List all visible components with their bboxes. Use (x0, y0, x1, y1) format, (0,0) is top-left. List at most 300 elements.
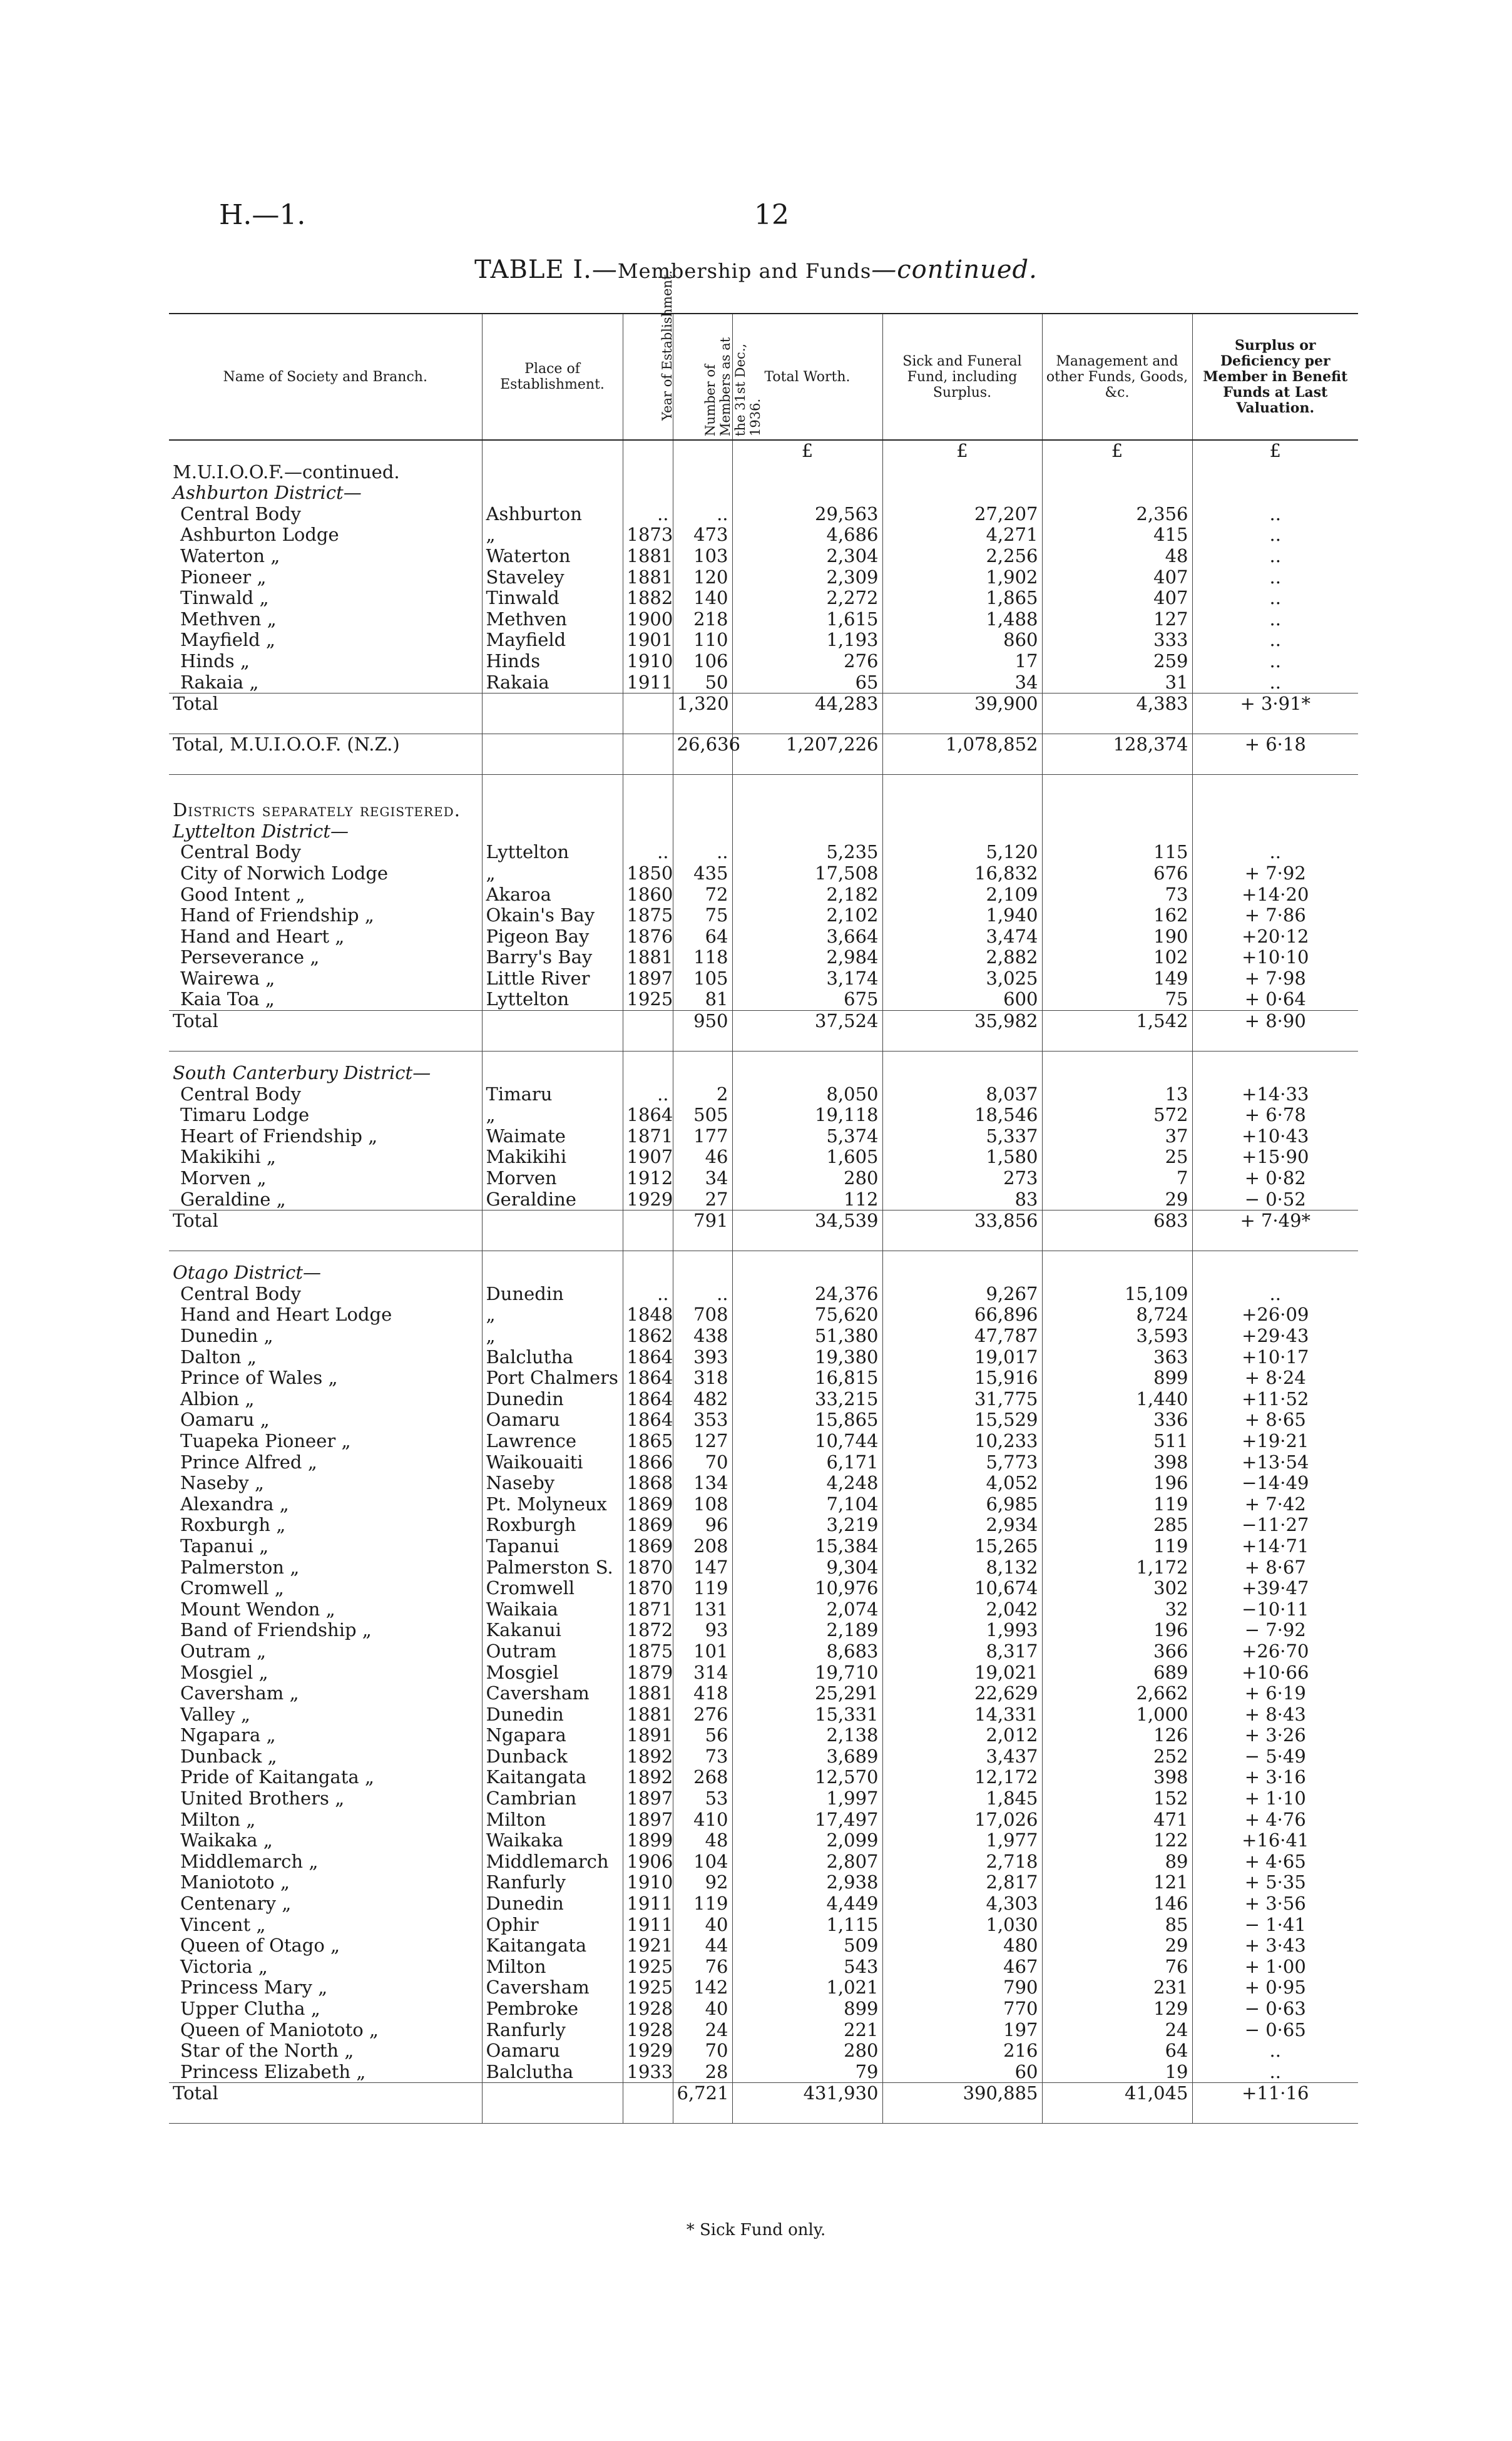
total-worth: 1,207,226 (732, 734, 882, 775)
table-cell (482, 1262, 623, 1284)
year: 1929 (623, 2040, 673, 2062)
surplus: + 0·64 (1192, 989, 1358, 1010)
year: 1881 (623, 1683, 673, 1704)
total-row (169, 1011, 1358, 1052)
sick-fund: 66,896 (882, 1304, 1042, 1326)
table-row (169, 968, 1358, 990)
table-cell (623, 1052, 673, 1063)
total-worth: 19,380 (732, 1347, 882, 1368)
total-worth: 17,497 (732, 1809, 882, 1831)
place: Lawrence (482, 1431, 623, 1452)
surplus: + 6·78 (1192, 1105, 1358, 1126)
members: 44 (673, 1935, 732, 1957)
society-name: Queen of Maniototo „ (180, 2019, 379, 2040)
place: Port Chalmers (482, 1368, 623, 1389)
col-name: Name of Society and Branch. (169, 314, 482, 440)
table-row (169, 1683, 1358, 1704)
sick-fund: 1,940 (882, 905, 1042, 926)
members: 73 (673, 1746, 732, 1768)
surplus: +20·12 (1192, 926, 1358, 948)
total-worth: 4,686 (732, 525, 882, 546)
total-worth: 8,683 (732, 1641, 882, 1662)
members: 140 (673, 588, 732, 609)
society-name: United Brothers „ (180, 1788, 345, 1809)
management: 122 (1042, 1830, 1192, 1851)
year: .. (623, 842, 673, 863)
surplus: +10·10 (1192, 947, 1358, 968)
surplus: +29·43 (1192, 1326, 1358, 1347)
surplus: + 8·24 (1192, 1368, 1358, 1389)
society-name: Geraldine „ (180, 1188, 286, 1210)
place: Little River (482, 968, 623, 990)
society-name: Albion „ (180, 1388, 255, 1410)
year: 1891 (623, 1725, 673, 1746)
table-row (169, 651, 1358, 672)
management: 1,172 (1042, 1557, 1192, 1579)
management: 511 (1042, 1431, 1192, 1452)
surplus: + 8·67 (1192, 1557, 1358, 1579)
table-cell (732, 462, 882, 483)
society-name: Central Body (180, 1083, 302, 1105)
place: Ashburton (482, 504, 623, 525)
table-row (169, 588, 1358, 609)
members: 142 (673, 1977, 732, 1998)
surplus: + 3·26 (1192, 1725, 1358, 1746)
sick-fund: 10,674 (882, 1578, 1042, 1599)
sick-fund: 60 (882, 2062, 1042, 2083)
table-cell (482, 821, 623, 842)
members: 34 (673, 1168, 732, 1189)
society-name: Morven „ (180, 1167, 267, 1189)
place: Milton (482, 1957, 623, 1978)
members: 482 (673, 1389, 732, 1410)
place: Dunedin (482, 1389, 623, 1410)
year: 1925 (623, 1977, 673, 1998)
management: 407 (1042, 588, 1192, 609)
table-cell (1042, 1262, 1192, 1284)
surplus: .. (1192, 588, 1358, 609)
sick-fund: 3,437 (882, 1746, 1042, 1768)
total-members: 791 (673, 1210, 732, 1251)
members: 70 (673, 2040, 732, 2062)
management: 152 (1042, 1788, 1192, 1809)
total-worth: 2,304 (732, 546, 882, 567)
management: 19 (1042, 2062, 1192, 2083)
table-cell (1192, 462, 1358, 483)
sick-fund: 4,303 (882, 1893, 1042, 1915)
place: Methven (482, 609, 623, 630)
year: 1876 (623, 926, 673, 948)
total-sick: 33,856 (882, 1210, 1042, 1251)
table-cell (623, 800, 673, 821)
place: Lyttelton (482, 989, 623, 1010)
col-place: Place of Establishment. (482, 314, 623, 440)
gap-row (169, 775, 1358, 801)
surplus: +14·71 (1192, 1536, 1358, 1557)
total-worth: 15,331 (732, 1704, 882, 1726)
table-row (169, 1935, 1358, 1957)
place: Mayfield (482, 630, 623, 651)
management: 76 (1042, 1957, 1192, 1978)
management: 119 (1042, 1494, 1192, 1515)
sick-fund: 3,474 (882, 926, 1042, 948)
society-name: Alexandra „ (180, 1493, 289, 1515)
total-worth: 8,050 (732, 1084, 882, 1105)
surplus: + 4·76 (1192, 1809, 1358, 1831)
total-label: Total (169, 2083, 482, 2124)
members: 56 (673, 1725, 732, 1746)
total-worth: 5,235 (732, 842, 882, 863)
society-name: Tuapeka Pioneer „ (180, 1430, 351, 1451)
sick-fund: 22,629 (882, 1683, 1042, 1704)
total-worth: 51,380 (732, 1326, 882, 1347)
sick-fund: 16,832 (882, 863, 1042, 884)
year: 1869 (623, 1515, 673, 1536)
surplus: .. (1192, 672, 1358, 693)
surplus: .. (1192, 567, 1358, 588)
society-name: Oamaru „ (180, 1409, 270, 1431)
total-worth: 276 (732, 651, 882, 672)
year: 1875 (623, 1641, 673, 1662)
society-name: Valley „ (180, 1703, 250, 1725)
management: 85 (1042, 1915, 1192, 1936)
table-cell (482, 1210, 623, 1251)
members: 418 (673, 1683, 732, 1704)
table-row (169, 1599, 1358, 1620)
management: 2,356 (1042, 504, 1192, 525)
table-cell (673, 1052, 732, 1063)
table-row (169, 1368, 1358, 1389)
year: 1881 (623, 567, 673, 588)
table-cell (732, 1251, 882, 1263)
sick-fund: 2,817 (882, 1872, 1042, 1893)
management: 1,000 (1042, 1704, 1192, 1726)
surplus: − 1·41 (1192, 1915, 1358, 1936)
total-worth: 9,304 (732, 1557, 882, 1579)
total-worth: 2,938 (732, 1872, 882, 1893)
society-name: Victoria „ (180, 1955, 268, 1977)
year: 1928 (623, 2020, 673, 2041)
society-name: Outram „ (180, 1640, 266, 1662)
surplus: + 6·19 (1192, 1683, 1358, 1704)
surplus: .. (1192, 1284, 1358, 1305)
table-row (169, 504, 1358, 525)
place: Makikihi (482, 1147, 623, 1168)
society-name: Prince of Wales „ (180, 1367, 338, 1389)
sick-fund: 467 (882, 1957, 1042, 1978)
table-row (169, 1746, 1358, 1768)
table-row (169, 1704, 1358, 1726)
sick-fund: 18,546 (882, 1105, 1042, 1126)
management: 126 (1042, 1725, 1192, 1746)
table-cell (732, 800, 882, 821)
table-cell (882, 483, 1042, 504)
currency-row (169, 440, 1358, 462)
total-mgmt: 41,045 (1042, 2083, 1192, 2124)
sick-fund: 15,529 (882, 1410, 1042, 1431)
total-surplus: + 3·91* (1192, 693, 1358, 734)
table-row (169, 1725, 1358, 1746)
members: 103 (673, 546, 732, 567)
total-worth: 5,374 (732, 1126, 882, 1147)
members: 81 (673, 989, 732, 1010)
sick-fund: 1,845 (882, 1788, 1042, 1809)
total-members: 6,721 (673, 2083, 732, 2124)
table-row (169, 1347, 1358, 1368)
table-row (169, 1389, 1358, 1410)
surplus: − 5·49 (1192, 1746, 1358, 1768)
table-cell (732, 1262, 882, 1284)
members: 76 (673, 1957, 732, 1978)
total-members: 950 (673, 1011, 732, 1052)
col-management: Management and other Funds, Goods, &c. (1042, 314, 1192, 440)
surplus: .. (1192, 504, 1358, 525)
table-cell (1192, 1052, 1358, 1063)
table-cell (882, 1052, 1042, 1063)
table-row (169, 2040, 1358, 2062)
place: Dunback (482, 1746, 623, 1768)
total-members: 26,636 (673, 734, 732, 775)
sick-fund: 860 (882, 630, 1042, 651)
year: 1864 (623, 1368, 673, 1389)
management: 2,662 (1042, 1683, 1192, 1704)
place: Tapanui (482, 1536, 623, 1557)
total-mgmt: 4,383 (1042, 693, 1192, 734)
table-row (169, 672, 1358, 693)
surplus: +10·17 (1192, 1347, 1358, 1368)
total-worth: 4,449 (732, 1893, 882, 1915)
surplus: .. (1192, 609, 1358, 630)
surplus: +16·41 (1192, 1830, 1358, 1851)
total-worth: 2,309 (732, 567, 882, 588)
table-row (169, 1893, 1358, 1915)
year: 1864 (623, 1410, 673, 1431)
surplus: + 1·00 (1192, 1957, 1358, 1978)
table-row (169, 1830, 1358, 1851)
table-cell (623, 1011, 673, 1052)
management: 149 (1042, 968, 1192, 990)
table-cell (623, 483, 673, 504)
management: 407 (1042, 567, 1192, 588)
surplus: + 3·43 (1192, 1935, 1358, 1957)
society-name: Hand of Friendship „ (180, 904, 374, 926)
sick-fund: 9,267 (882, 1284, 1042, 1305)
total-worth: 24,376 (732, 1284, 882, 1305)
members: 93 (673, 1620, 732, 1641)
table-cell (673, 462, 732, 483)
table-cell (1042, 1251, 1192, 1263)
table-row (169, 1851, 1358, 1873)
table-row (169, 1168, 1358, 1189)
section-heading-text: Otago District— (173, 1262, 322, 1284)
members: 40 (673, 1998, 732, 2020)
members: 268 (673, 1767, 732, 1788)
table-cell (1192, 800, 1358, 821)
total-worth: 34,539 (732, 1210, 882, 1251)
place: Cromwell (482, 1578, 623, 1599)
place: Balclutha (482, 1347, 623, 1368)
total-worth: 3,174 (732, 968, 882, 990)
place: Barry's Bay (482, 947, 623, 968)
management: 196 (1042, 1473, 1192, 1494)
table-cell (169, 1052, 482, 1063)
sick-fund: 2,012 (882, 1725, 1042, 1746)
members: 96 (673, 1515, 732, 1536)
place: Pembroke (482, 1998, 623, 2020)
table-row (169, 630, 1358, 651)
members: 118 (673, 947, 732, 968)
total-sick: 35,982 (882, 1011, 1042, 1052)
table-row (169, 1326, 1358, 1347)
table-cell (1042, 1063, 1192, 1084)
total-worth: 75,620 (732, 1304, 882, 1326)
members: 218 (673, 609, 732, 630)
total-mgmt: 1,542 (1042, 1011, 1192, 1052)
society-name: Mosgiel „ (180, 1661, 268, 1683)
total-worth: 6,171 (732, 1452, 882, 1473)
management: 146 (1042, 1893, 1192, 1915)
members: 177 (673, 1126, 732, 1147)
sick-fund: 27,207 (882, 504, 1042, 525)
pound-sign: £ (732, 440, 882, 462)
management: 231 (1042, 1977, 1192, 1998)
society-name: Dunedin „ (180, 1325, 273, 1346)
year: 1864 (623, 1389, 673, 1410)
surplus: .. (1192, 651, 1358, 672)
place: „ (482, 1326, 623, 1347)
total-worth: 2,102 (732, 905, 882, 926)
members: 473 (673, 525, 732, 546)
table-cell (169, 440, 482, 462)
sick-fund: 17 (882, 651, 1042, 672)
table-cell (623, 821, 673, 842)
spacer-row (169, 1052, 1358, 1063)
sick-fund: 480 (882, 1935, 1042, 1957)
table-cell (1192, 1063, 1358, 1084)
management: 471 (1042, 1809, 1192, 1831)
place: Pigeon Bay (482, 926, 623, 948)
place: Oamaru (482, 1410, 623, 1431)
management: 196 (1042, 1620, 1192, 1641)
table-cell (882, 821, 1042, 842)
place: Milton (482, 1809, 623, 1831)
table-row (169, 609, 1358, 630)
management: 37 (1042, 1126, 1192, 1147)
members: 708 (673, 1304, 732, 1326)
members: 314 (673, 1662, 732, 1684)
place: Ophir (482, 1915, 623, 1936)
place: Hinds (482, 651, 623, 672)
surplus: + 3·16 (1192, 1767, 1358, 1788)
surplus: .. (1192, 842, 1358, 863)
table-row (169, 1494, 1358, 1515)
table-cell (169, 775, 482, 801)
society-name: Central Body (180, 1282, 302, 1304)
surplus: + 1·10 (1192, 1788, 1358, 1809)
surplus: + 8·43 (1192, 1704, 1358, 1726)
management: 64 (1042, 2040, 1192, 2062)
place: „ (482, 1105, 623, 1126)
members: 28 (673, 2062, 732, 2083)
table-cell (482, 440, 623, 462)
place: Tinwald (482, 588, 623, 609)
table-row (169, 1431, 1358, 1452)
year: 1872 (623, 1620, 673, 1641)
sick-fund: 1,488 (882, 609, 1042, 630)
members: .. (673, 504, 732, 525)
table-row (169, 567, 1358, 588)
management: 29 (1042, 1189, 1192, 1210)
table-cell (1192, 1262, 1358, 1284)
place: Naseby (482, 1473, 623, 1494)
table-cell (882, 1251, 1042, 1263)
sick-fund: 3,025 (882, 968, 1042, 990)
total-worth: 280 (732, 1168, 882, 1189)
total-worth: 2,984 (732, 947, 882, 968)
management: 1,440 (1042, 1389, 1192, 1410)
total-worth: 2,138 (732, 1725, 882, 1746)
total-worth: 675 (732, 989, 882, 1010)
total-row (169, 693, 1358, 734)
year: 1868 (623, 1473, 673, 1494)
sick-fund: 2,042 (882, 1599, 1042, 1620)
place: Caversham (482, 1977, 623, 1998)
total-worth: 2,099 (732, 1830, 882, 1851)
total-row (169, 1210, 1358, 1251)
society-name: Band of Friendship „ (180, 1619, 372, 1641)
place: Palmerston S. (482, 1557, 623, 1579)
table-row (169, 1452, 1358, 1473)
surplus: −10·11 (1192, 1599, 1358, 1620)
year: 1864 (623, 1347, 673, 1368)
management: 115 (1042, 842, 1192, 863)
year: 1925 (623, 989, 673, 1010)
section-heading-text: Districts separately registered. (173, 799, 461, 821)
management: 259 (1042, 651, 1192, 672)
place: Ngapara (482, 1725, 623, 1746)
section-heading-text: Ashburton District— (173, 482, 362, 504)
section-heading (169, 1262, 1358, 1284)
members: 505 (673, 1105, 732, 1126)
total-worth: 33,215 (732, 1389, 882, 1410)
table-cell (673, 483, 732, 504)
table-cell (482, 1063, 623, 1084)
total-worth: 2,182 (732, 884, 882, 906)
surplus: + 5·35 (1192, 1872, 1358, 1893)
sick-fund: 5,337 (882, 1126, 1042, 1147)
management: 119 (1042, 1536, 1192, 1557)
pound-sign: £ (882, 440, 1042, 462)
society-name: Perseverance „ (180, 946, 320, 968)
management: 415 (1042, 525, 1192, 546)
members: 208 (673, 1536, 732, 1557)
place: Waterton (482, 546, 623, 567)
members: 40 (673, 1915, 732, 1936)
society-name: Methven „ (180, 608, 277, 630)
year: 1871 (623, 1126, 673, 1147)
place: Morven (482, 1168, 623, 1189)
sick-fund: 197 (882, 2020, 1042, 2041)
table-cell (1042, 1052, 1192, 1063)
year: 1875 (623, 905, 673, 926)
place: Middlemarch (482, 1851, 623, 1873)
management: 129 (1042, 1998, 1192, 2020)
society-name: Cromwell „ (180, 1577, 284, 1599)
members: 119 (673, 1578, 732, 1599)
surplus: +10·66 (1192, 1662, 1358, 1684)
section-heading (169, 800, 1358, 821)
place: Oamaru (482, 2040, 623, 2062)
